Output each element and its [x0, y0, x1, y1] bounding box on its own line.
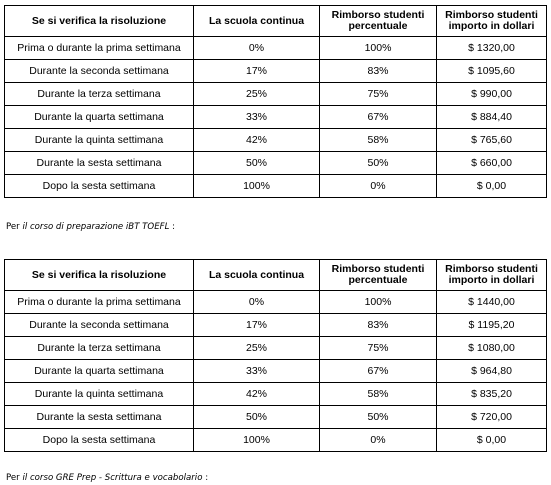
cell-school-keeps: 42%	[194, 129, 320, 152]
cell-school-keeps: 0%	[194, 291, 320, 314]
cell-period: Durante la terza settimana	[5, 83, 194, 106]
course-caption-toefl	[6, 222, 175, 232]
cell-school-keeps: 100%	[194, 429, 320, 452]
table-row	[5, 383, 547, 406]
table-row	[5, 429, 547, 452]
cell-refund-percent: 83%	[320, 314, 437, 337]
cell-school-keeps: 50%	[194, 406, 320, 429]
cell-period: Durante la quinta settimana	[5, 383, 194, 406]
cell-school-keeps: 0%	[194, 37, 320, 60]
cell-refund-percent: 75%	[320, 83, 437, 106]
cell-refund-percent: 0%	[320, 175, 437, 198]
cell-school-keeps: 50%	[194, 152, 320, 175]
caption-course-name: il corso GRE Prep - Scrittura e vocabolario	[22, 473, 203, 483]
cell-school-keeps: 17%	[194, 60, 320, 83]
caption-suffix: :	[202, 473, 209, 483]
cell-refund-amount: $ 990,00	[437, 83, 547, 106]
cell-period: Dopo la sesta settimana	[5, 175, 194, 198]
cell-refund-amount: $ 884,40	[437, 106, 547, 129]
cell-refund-amount: $ 1440,00	[437, 291, 547, 314]
cell-school-keeps: 17%	[194, 314, 320, 337]
cell-refund-amount: $ 660,00	[437, 152, 547, 175]
cell-period: Durante la sesta settimana	[5, 406, 194, 429]
cell-period: Durante la quinta settimana	[5, 129, 194, 152]
cell-refund-percent: 58%	[320, 383, 437, 406]
cell-school-keeps: 33%	[194, 360, 320, 383]
cell-refund-percent: 75%	[320, 337, 437, 360]
caption-prefix: Per	[6, 222, 23, 232]
cell-refund-amount: $ 1095,60	[437, 60, 547, 83]
cell-school-keeps: 25%	[194, 337, 320, 360]
cell-refund-percent: 50%	[320, 406, 437, 429]
table-row	[5, 83, 547, 106]
cell-refund-amount: $ 1080,00	[437, 337, 547, 360]
cell-refund-percent: 83%	[320, 60, 437, 83]
cell-refund-percent: 58%	[320, 129, 437, 152]
table-row	[5, 406, 547, 429]
cell-school-keeps: 100%	[194, 175, 320, 198]
header-refund-percent: Rimborso studenti percentuale	[320, 260, 437, 291]
cell-refund-amount: $ 0,00	[437, 175, 547, 198]
cell-refund-amount: $ 765,60	[437, 129, 547, 152]
cell-period: Durante la quarta settimana	[5, 106, 194, 129]
cell-school-keeps: 42%	[194, 383, 320, 406]
caption-prefix: Per	[6, 473, 23, 483]
table-row	[5, 37, 547, 60]
cell-refund-percent: 100%	[320, 37, 437, 60]
cell-period: Durante la seconda settimana	[5, 314, 194, 337]
cell-refund-percent: 50%	[320, 152, 437, 175]
header-refund-amount: Rimborso studenti importo in dollari	[437, 6, 547, 37]
refund-table-2	[4, 259, 547, 452]
cell-period: Prima o durante la prima settimana	[5, 291, 194, 314]
cell-period: Durante la seconda settimana	[5, 60, 194, 83]
table-row	[5, 152, 547, 175]
cell-refund-amount: $ 1195,20	[437, 314, 547, 337]
cell-refund-amount: $ 1320,00	[437, 37, 547, 60]
table-row	[5, 360, 547, 383]
caption-course-name: il corso di preparazione iBT TOEFL	[22, 222, 170, 232]
course-caption-gre	[6, 473, 208, 483]
header-termination: Se si verifica la risoluzione	[5, 260, 194, 291]
cell-period: Durante la quarta settimana	[5, 360, 194, 383]
header-school-keeps: La scuola continua	[194, 6, 320, 37]
table-row	[5, 106, 547, 129]
cell-refund-amount: $ 835,20	[437, 383, 547, 406]
cell-period: Durante la terza settimana	[5, 337, 194, 360]
header-termination: Se si verifica la risoluzione	[5, 6, 194, 37]
cell-refund-percent: 67%	[320, 106, 437, 129]
table-row	[5, 175, 547, 198]
header-refund-percent: Rimborso studenti percentuale	[320, 6, 437, 37]
cell-school-keeps: 25%	[194, 83, 320, 106]
header-school-keeps: La scuola continua	[194, 260, 320, 291]
cell-refund-percent: 0%	[320, 429, 437, 452]
refund-table-1	[4, 5, 547, 198]
cell-refund-percent: 67%	[320, 360, 437, 383]
cell-refund-amount: $ 0,00	[437, 429, 547, 452]
cell-period: Dopo la sesta settimana	[5, 429, 194, 452]
cell-school-keeps: 33%	[194, 106, 320, 129]
table-row	[5, 129, 547, 152]
table-header-row	[5, 260, 547, 291]
cell-period: Durante la sesta settimana	[5, 152, 194, 175]
cell-refund-amount: $ 964,80	[437, 360, 547, 383]
table-row	[5, 337, 547, 360]
table-header-row	[5, 6, 547, 37]
cell-refund-percent: 100%	[320, 291, 437, 314]
header-refund-amount: Rimborso studenti importo in dollari	[437, 260, 547, 291]
cell-refund-amount: $ 720,00	[437, 406, 547, 429]
cell-period: Prima o durante la prima settimana	[5, 37, 194, 60]
caption-suffix: :	[169, 222, 175, 232]
table-row	[5, 60, 547, 83]
table-row	[5, 314, 547, 337]
table-row	[5, 291, 547, 314]
